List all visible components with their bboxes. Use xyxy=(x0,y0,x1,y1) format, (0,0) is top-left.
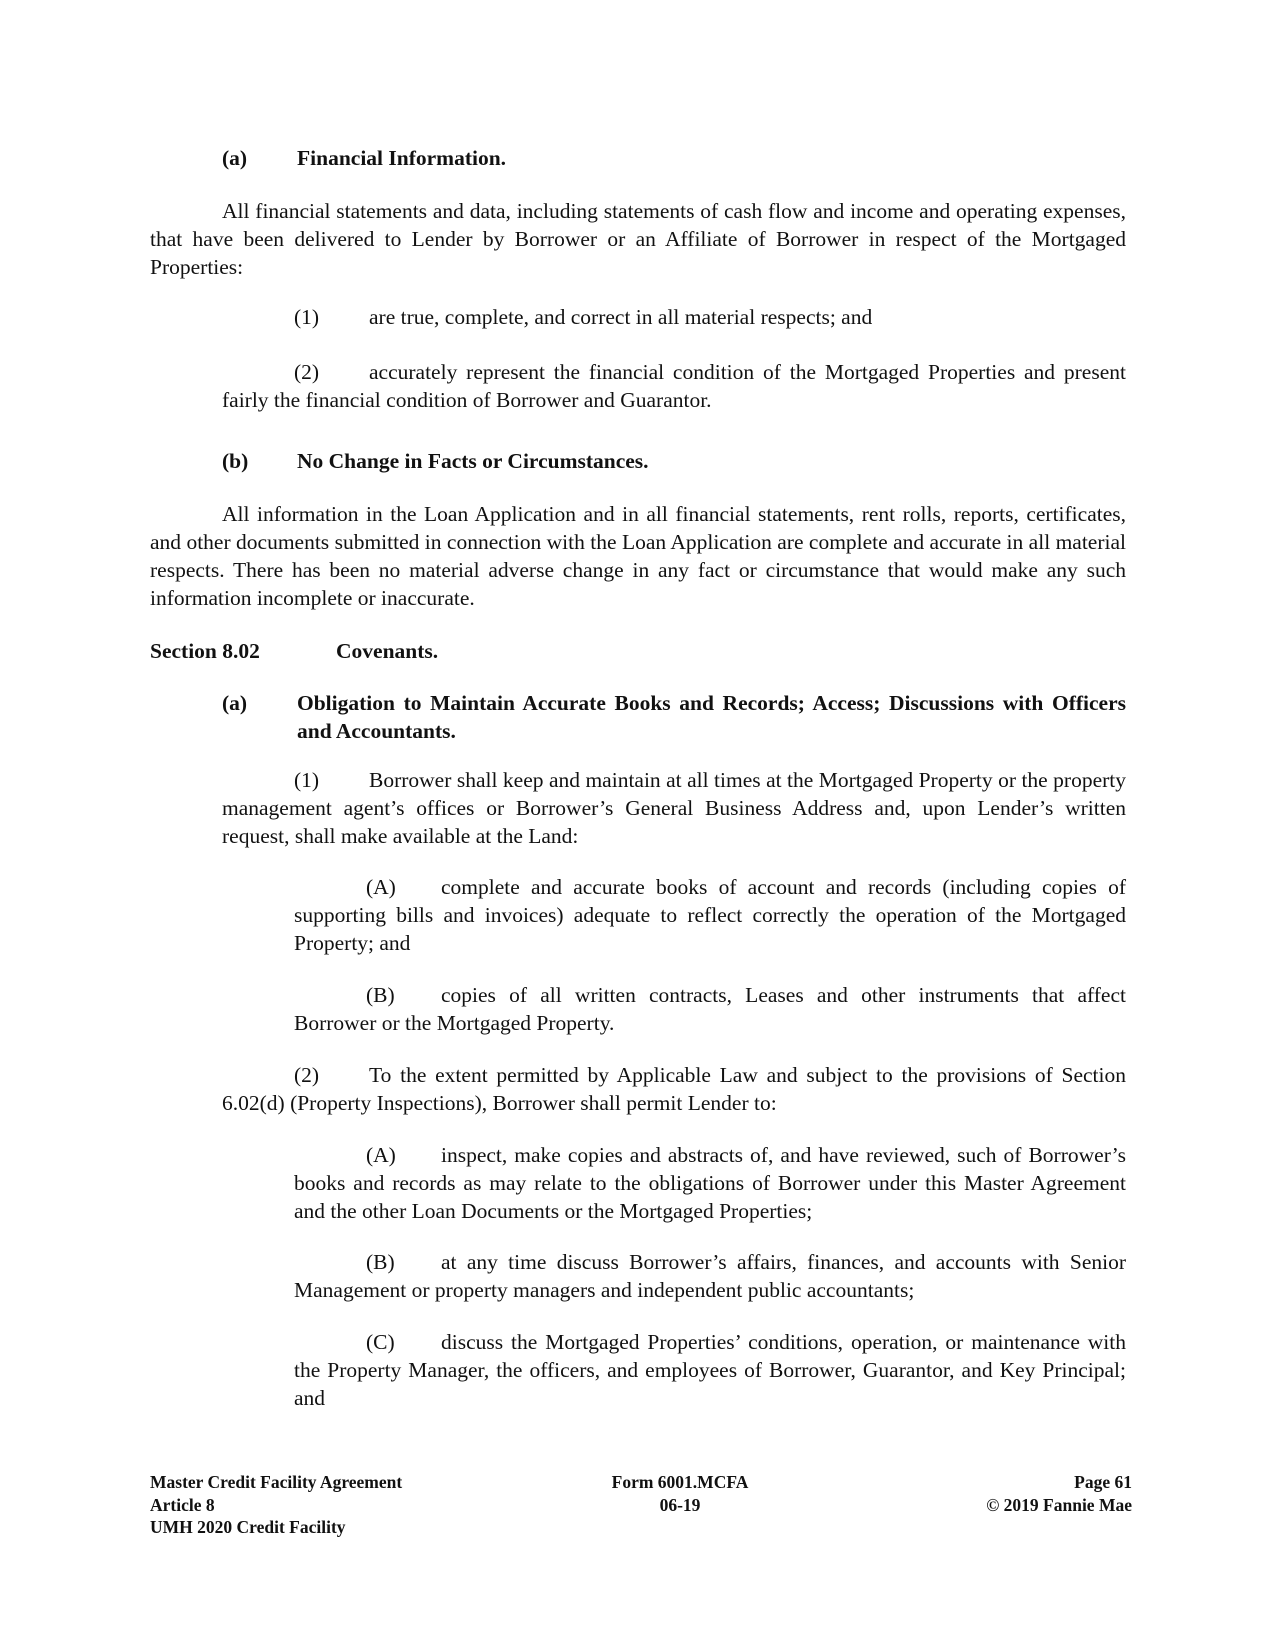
section-title: Covenants. xyxy=(336,639,439,663)
footer-copyright: © 2019 Fannie Mae xyxy=(986,1494,1132,1515)
item-label: (2) xyxy=(294,360,320,384)
item-label: (B) xyxy=(366,983,395,1007)
list-item xyxy=(294,873,1126,957)
heading-financial-information xyxy=(222,144,1122,172)
item-label: (A) xyxy=(366,1143,396,1167)
item-text: accurately represent the financial condition of the Mortgaged Properties and present fairly the financial condition of Borrower and Guarantor. xyxy=(222,360,1126,412)
item-label: (C) xyxy=(366,1330,395,1354)
footer-article: Article 8 xyxy=(150,1494,215,1515)
list-item xyxy=(222,358,1126,414)
footer-facility-name: UMH 2020 Credit Facility xyxy=(150,1517,346,1537)
item-text: are true, complete, and correct in all material respects; and xyxy=(369,305,873,329)
item-label: (1) xyxy=(294,305,320,329)
item-text: To the extent permitted by Applicable Law and subject to the provisions of Section 6.02(d) (Property Inspections), Borrower shall permit Lender to: xyxy=(222,1063,1126,1115)
list-item xyxy=(222,1061,1126,1117)
list-item xyxy=(294,1328,1126,1412)
item-label: (2) xyxy=(294,1063,320,1087)
footer-right xyxy=(880,1471,1132,1516)
list-item xyxy=(222,766,1126,850)
heading-title: Obligation to Maintain Accurate Books and Records; Access; Discussions with Officers and Accountants. xyxy=(297,691,1126,743)
footer-center xyxy=(550,1471,810,1516)
footer-document-title: Master Credit Facility Agreement xyxy=(150,1472,403,1492)
list-item xyxy=(294,303,1126,331)
heading-label: (a) xyxy=(222,691,248,715)
item-label: (B) xyxy=(366,1250,395,1274)
heading-books-and-records xyxy=(222,689,1126,745)
paragraph-financial-statements: All financial statements and data, including statements of cash flow and income and operating expenses, that have been delivered to Lender by Borrower or an Affiliate of Borrower in respect of the Mortgaged Properties: xyxy=(150,199,1126,279)
footer-left xyxy=(150,1471,570,1539)
paragraph-loan-application: All information in the Loan Application and in all financial statements, rent rolls, reports, certificates, and other documents submitted in connection with the Loan Application are complete and accurate in all material respects. There has been no material adverse change in any fact or circumstance that would make any such information incomplete or inaccurate. xyxy=(150,502,1126,610)
item-text: at any time discuss Borrower’s affairs, finances, and accounts with Senior Management or property managers and independent public accountants; xyxy=(294,1250,1126,1302)
item-text: complete and accurate books of account and records (including copies of supporting bills and invoices) adequate to reflect correctly the operation of the Mortgaged Property; and xyxy=(294,875,1126,955)
list-item xyxy=(294,1141,1126,1225)
item-text: Borrower shall keep and maintain at all times at the Mortgaged Property or the property management agent’s offices or Borrower’s General Business Address and, upon Lender’s written request, shall make available at the Land: xyxy=(222,768,1126,848)
heading-no-change xyxy=(222,447,1122,475)
item-label: (1) xyxy=(294,768,320,792)
section-heading-8-02 xyxy=(150,637,1050,665)
section-label: Section 8.02 xyxy=(150,639,260,663)
item-label: (A) xyxy=(366,875,396,899)
item-text: inspect, make copies and abstracts of, and have reviewed, such of Borrower’s books and records as may relate to the obligations of Borrower under this Master Agreement and the other Loan Documents or the Mortgaged Properties; xyxy=(294,1143,1126,1223)
item-text: discuss the Mortgaged Properties’ conditions, operation, or maintenance with the Property Manager, the officers, and employees of Borrower, Guarantor, and Key Principal; and xyxy=(294,1330,1126,1410)
list-item xyxy=(294,1248,1126,1304)
heading-label: (b) xyxy=(222,449,249,473)
footer-form-number: Form 6001.MCFA xyxy=(611,1472,749,1492)
item-text: copies of all written contracts, Leases and other instruments that affect Borrower or the Mortgaged Property. xyxy=(294,983,1126,1035)
heading-title: No Change in Facts or Circumstances. xyxy=(297,449,649,473)
heading-label: (a) xyxy=(222,146,248,170)
footer-page-number: Page 61 xyxy=(1074,1472,1132,1492)
footer-form-date: 06-19 xyxy=(659,1494,701,1515)
heading-title: Financial Information. xyxy=(297,146,507,170)
list-item xyxy=(294,981,1126,1037)
